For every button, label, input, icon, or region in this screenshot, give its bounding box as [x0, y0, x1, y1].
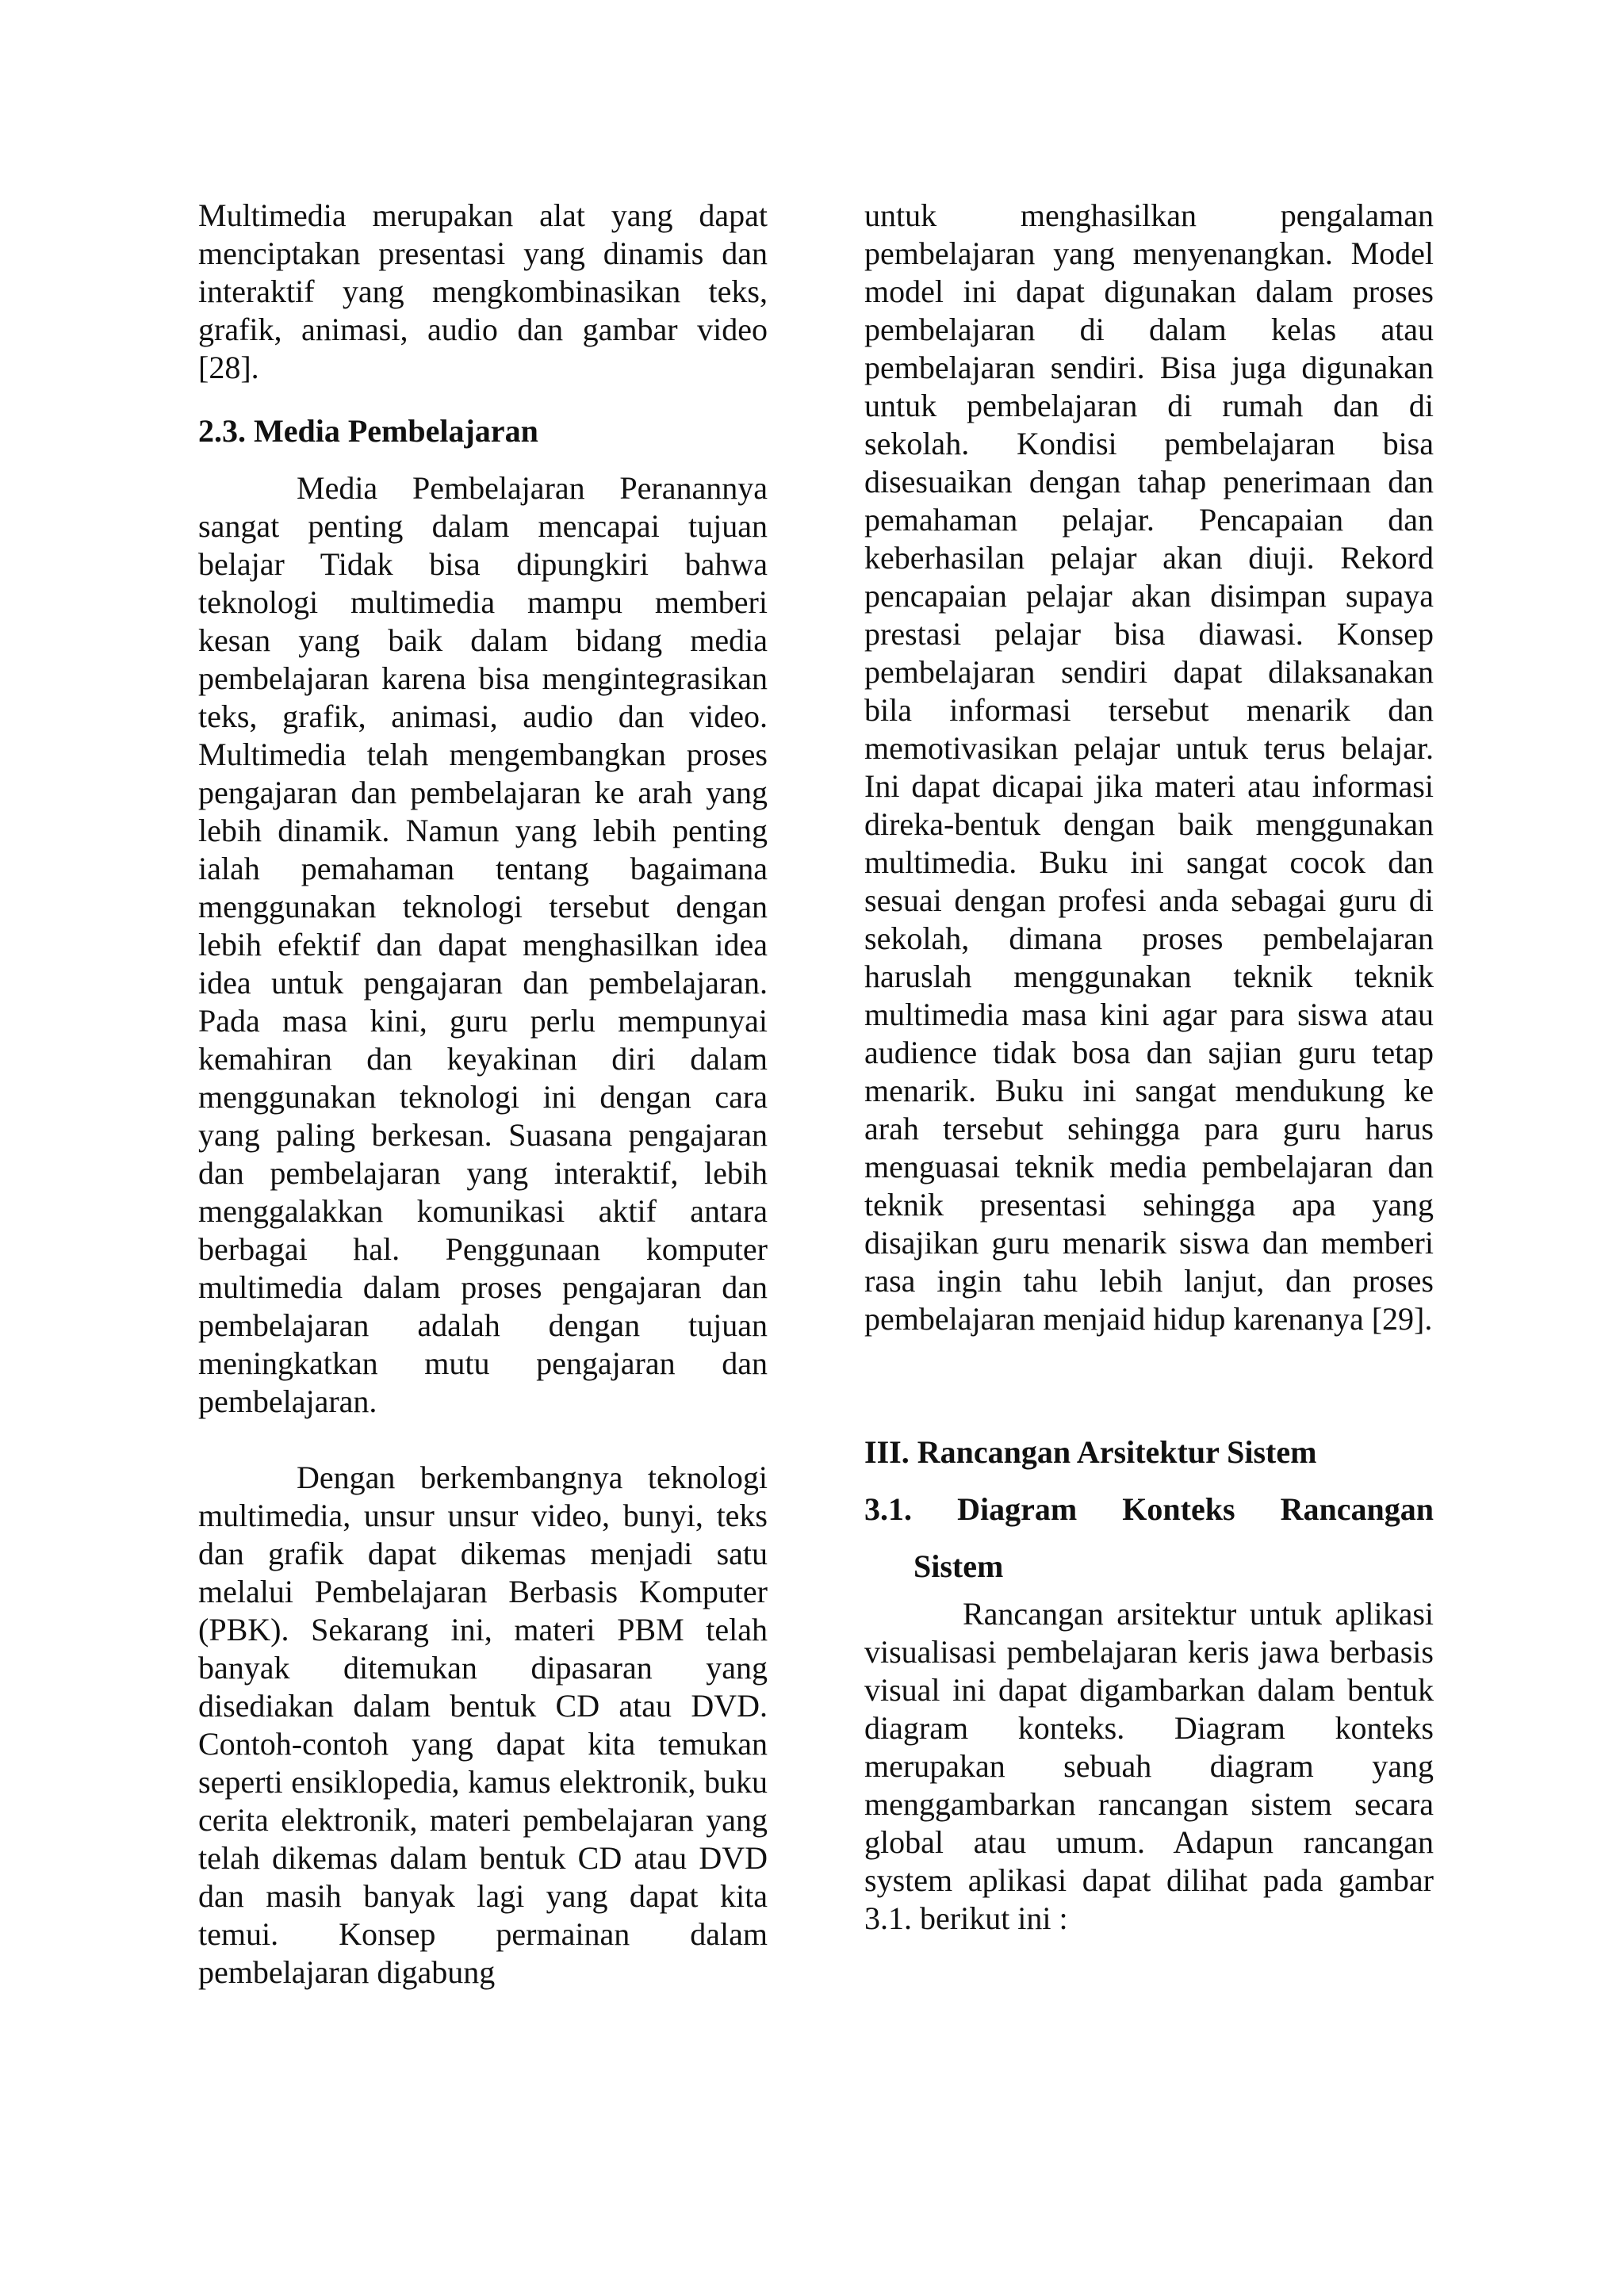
left-column	[198, 197, 768, 1992]
subsection-heading-line-2: Sistem	[914, 1548, 1004, 1584]
subsection-word-rancangan: Rancangan	[1280, 1491, 1434, 1527]
subsection-word-diagram: Diagram	[957, 1491, 1078, 1527]
section-heading-media-pembelajaran: 2.3. Media Pembelajaran	[198, 413, 538, 449]
subsection-word-konteks: Konteks	[1122, 1491, 1235, 1527]
media-pembelajaran-paragraph-2: Dengan berkembangnya teknologi multimedia, unsur unsur video, bunyi, teks dan grafik dapat dikemas menjadi satu melalui Pembelajaran Berbasis Komputer (PBK). Sekarang ini, materi PBM telah banyak ditemukan dipasaran yang disediakan dalam bentuk CD atau DVD. Contoh-contoh yang dapat kita temukan seperti ensiklopedia, kamus elektronik, buku cerita elektronik, materi pembelajaran yang telah dikemas dalam bentuk CD atau DVD dan masih banyak lagi yang dapat kita temui. Konsep permainan dalam pembelajaran digabung	[198, 1460, 768, 1990]
subsection-heading-diagram-konteks	[864, 1490, 1434, 1586]
subsection-number: 3.1.	[864, 1491, 912, 1527]
intro-paragraph: Multimedia merupakan alat yang dapat menciptakan presentasi yang dinamis dan interaktif yang mengkombinasikan teks, grafik, animasi, audio dan gambar video [28].	[198, 197, 768, 385]
right-column	[864, 197, 1434, 1938]
media-pembelajaran-paragraph-1: Media Pembelajaran Peranannya sangat penting dalam mencapai tujuan belajar Tidak bisa dipungkiri bahwa teknologi multimedia mampu memberi kesan yang baik dalam bidang media pembelajaran karena bisa mengintegrasikan teks, grafik, animasi, audio dan video. Multimedia telah mengembangkan proses pengajaran dan pembelajaran ke arah yang lebih dinamik. Namun yang lebih penting ialah pemahaman tentang bagaimana menggunakan teknologi tersebut dengan lebih efektif dan dapat menghasilkan idea idea untuk pengajaran dan pembelajaran. Pada masa kini, guru perlu mempunyai kemahiran dan keyakinan diri dalam menggunakan teknologi ini dengan cara yang paling berkesan. Suasana pengajaran dan pembelajaran yang interaktif, lebih menggalakkan komunikasi aktif antara berbagai hal. Penggunaan komputer multimedia dalam proses pengajaran dan pembelajaran adalah dengan tujuan meningkatkan mutu pengajaran dan pembelajaran.	[198, 470, 768, 1419]
subsection-heading-line-1	[864, 1490, 1434, 1529]
architecture-paragraph: Rancangan arsitektur untuk aplikasi visualisasi pembelajaran keris jawa berbasis visual ini dapat digambarkan dalam bentuk diagram konteks. Diagram konteks merupakan sebuah diagram yang menggambarkan rancangan sistem secara global atau umum. Adapun rancangan system aplikasi dapat dilihat pada gambar 3.1. berikut ini :	[864, 1596, 1434, 1936]
section-heading-rancangan-arsitektur: III. Rancangan Arsitektur Sistem	[864, 1434, 1317, 1470]
continuation-paragraph: untuk menghasilkan pengalaman pembelajaran yang menyenangkan. Model model ini dapat digunakan dalam proses pembelajaran di dalam kelas atau pembelajaran sendiri. Bisa juga digunakan untuk pembelajaran di rumah dan di sekolah. Kondisi pembelajaran bisa disesuaikan dengan tahap penerimaan dan pemahaman pelajar. Pencapaian dan keberhasilan pelajar akan diuji. Rekord pencapaian pelajar akan disimpan supaya prestasi pelajar bisa diawasi. Konsep pembelajaran sendiri dapat dilaksanakan bila informasi tersebut menarik dan memotivasikan pelajar untuk terus belajar. Ini dapat dicapai jika materi atau informasi direka-bentuk dengan baik menggunakan multimedia. Buku ini sangat cocok dan sesuai dengan profesi anda sebagai guru di sekolah, dimana proses pembelajaran haruslah menggunakan teknik teknik multimedia masa kini agar para siswa atau audience tidak bosa dan sajian guru tetap menarik. Buku ini sangat mendukung ke arah tersebut sehingga para guru harus menguasai teknik media pembelajaran dan teknik presentasi sehingga apa yang disajikan guru menarik siswa dan memberi rasa ingin tahu lebih lanjut, dan proses pembelajaran menjaid hidup karenanya [29].	[864, 197, 1434, 1337]
